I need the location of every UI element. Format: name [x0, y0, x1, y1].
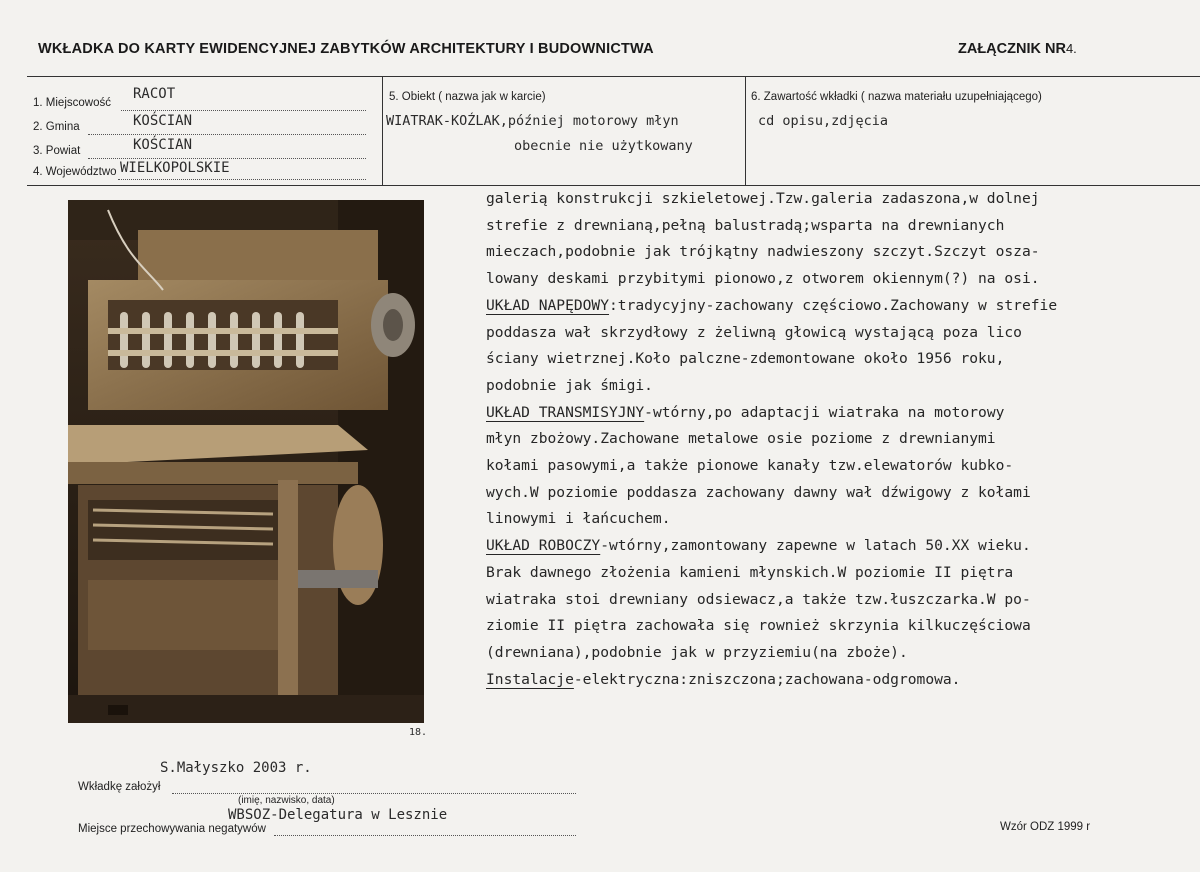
description-text: [486, 186, 1057, 693]
col-divider-1: [382, 76, 383, 186]
body-line: poddasza wał skrzydłowy z żeliwną głowicą wystającą poza lico: [486, 323, 1022, 341]
body-line: wych.W poziomie poddasza zachowany dawny wał dźwigowy z kołami: [486, 483, 1031, 501]
storage-value: WBSOZ-Delegatura w Lesznie: [228, 807, 448, 823]
drive-heading: UKŁAD NAPĘDOWY: [486, 296, 610, 314]
object-label: 5. Obiekt ( nazwa jak w karcie): [389, 91, 546, 103]
header-divider: [27, 76, 1200, 77]
body-line: linowymi i łańcuchem.: [486, 510, 671, 528]
body-line: podobnie jak śmigi.: [486, 376, 653, 394]
transmission-heading: UKŁAD TRANSMISYJNY: [486, 403, 645, 421]
body-line: ziomie II piętra zachowała się rownież skrzynia kilkuczęściowa: [486, 617, 1031, 635]
col-divider-2: [745, 76, 746, 186]
author-hint: (imię, nazwisko, data): [238, 795, 335, 806]
form-title: WKŁADKA DO KARTY EWIDENCYJNEJ ZABYTKÓW ARCHITEKTURY I BUDOWNICTWA: [38, 41, 654, 57]
body-line: młyn zbożowy.Zachowane metalowe osie poziome z drewnianymi: [486, 430, 996, 448]
county-dots: [88, 157, 366, 159]
voivodeship-label: 4. Województwo: [33, 166, 117, 178]
storage-dots: [274, 834, 576, 836]
commune-value: KOŚCIAN: [133, 113, 193, 129]
county-label: 3. Powiat: [33, 145, 81, 157]
body-line: kołami pasowymi,a także pionowe kanały tzw.elewatorów kubko-: [486, 457, 1014, 475]
locality-label: 1. Miejscowość: [33, 97, 111, 109]
author-dots: [172, 792, 576, 794]
county-value: KOŚCIAN: [133, 137, 193, 153]
object-line-2: obecnie nie użytkowany: [514, 138, 693, 154]
author-label: Wkładkę założył: [78, 781, 161, 793]
body-line: -wtórny,zamontowany zapewne w latach 50.XX wieku.: [600, 537, 1031, 555]
locality-value: RACOT: [133, 86, 176, 102]
author-value: S.Małyszko 2003 r.: [160, 760, 312, 776]
body-line: Brak dawnego złożenia kamieni młynskich.W poziomie II piętra: [486, 563, 1014, 581]
commune-label: 2. Gmina: [33, 121, 80, 133]
install-heading: Instalacje: [486, 670, 574, 688]
mill-machinery-photo: [68, 200, 424, 723]
commune-dots: [88, 133, 366, 135]
storage-label: Miejsce przechowywania negatywów: [78, 823, 266, 835]
voivodeship-value: WIELKOPOLSKIE: [120, 160, 230, 176]
working-heading: UKŁAD ROBOCZY: [486, 537, 601, 555]
locality-dots: [121, 109, 366, 111]
body-line: galerią konstrukcji szkieletowej.Tzw.galeria zadaszona,w dolnej: [486, 190, 1040, 207]
form-pattern: Wzór ODZ 1999 r: [1000, 821, 1091, 833]
body-line: wiatraka stoi drewniany odsiewacz,a także tzw.łuszczarka.W po-: [486, 590, 1031, 608]
body-line: ściany wietrznej.Koło palczne-zdemontowane około 1956 roku,: [486, 350, 1005, 368]
annex-number: 4.: [1065, 41, 1077, 56]
body-line: :tradycyjny-zachowany częściowo.Zachowany w strefie: [609, 296, 1058, 314]
body-line: -elektryczna:zniszczona;zachowana-odgromowa.: [573, 670, 961, 688]
body-line: mieczach,podobnie jak trójkątny nadwieszony szczyt.Szczyt osza-: [486, 243, 1040, 261]
body-line: (drewniana),podobnie jak w przyziemiu(na zboże).: [486, 643, 908, 661]
contents-label: 6. Zawartość wkładki ( nazwa materiału uzupełniającego): [751, 91, 1042, 103]
body-line: strefie z drewnianą,pełną balustradą;wsparta na drewnianych: [486, 216, 1005, 234]
body-line: lowany deskami przybitymi pionowo,z otworem okiennym(?) na osi.: [486, 270, 1040, 288]
annex-label: [958, 41, 1077, 57]
contents-value: cd opisu,zdjęcia: [758, 113, 889, 129]
body-line: -wtórny,po adaptacji wiatraka na motorowy: [644, 403, 1005, 421]
photo-number: 18.: [409, 727, 428, 738]
annex-label-text: ZAŁĄCZNIK NR: [958, 41, 1066, 57]
object-line-1: WIATRAK-KOŹLAK,później motorowy młyn: [386, 113, 679, 129]
voivodeship-dots: [118, 178, 366, 180]
